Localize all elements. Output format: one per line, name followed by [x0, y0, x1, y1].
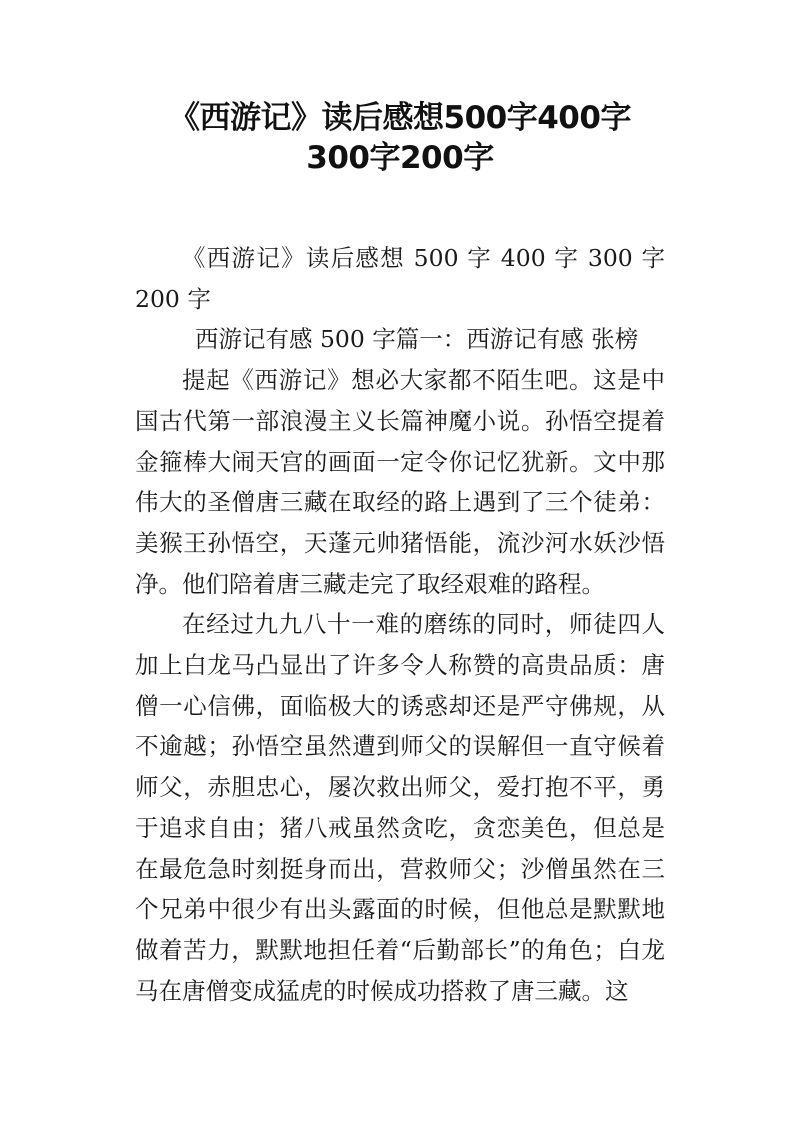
title-line-1: 《西游记》读后感想500字400字 — [169, 100, 631, 136]
title-line-2: 300字200字 — [306, 140, 494, 176]
paragraph-qualities: 在经过九九八十一难的磨练的同时，师徒四人加上白龙马凸显出了许多令人称赞的高贵品质：唐僧一心信佛，面临极大的诱惑却还是严守佛规，从不逾越；孙悟空虽然遭到师父的误解但一直守候着师父，赤胆忠心，屡次救出师父，爱打抱不平，勇于追求自由；猪八戒虽然贪吃，贪恋美色，但总是在最危急时刻挺身而出，营救师父；沙僧虽然在三个兄弟中很少有出头露面的时候，但他总是默默地做着苦力，默默地担任着“后勤部长”的角色；白龙马在唐僧变成猛虎的时候成功搭救了唐三藏。这 — [135, 610, 665, 1005]
document-title — [100, 98, 700, 178]
paragraph-heading: 《西游记》读后感想 500 字 400 字 300 字 200 字 — [135, 244, 665, 313]
paragraph-subtitle: 西游记有感 500 字篇一：西游记有感 张榜 — [195, 325, 639, 354]
document-body — [135, 238, 665, 1011]
paragraph-intro: 提起《西游记》想必大家都不陌生吧。这是中国古代第一部浪漫主义长篇神魔小说。孙悟空提着金箍棒大闹天宫的画面一定令你记忆犹新。文中那伟大的圣僧唐三藏在取经的路上遇到了三个徒弟：美猴王孙悟空，天蓬元帅猪悟能，流沙河水妖沙悟净。他们陪着唐三藏走完了取经艰难的路程。 — [135, 366, 665, 598]
